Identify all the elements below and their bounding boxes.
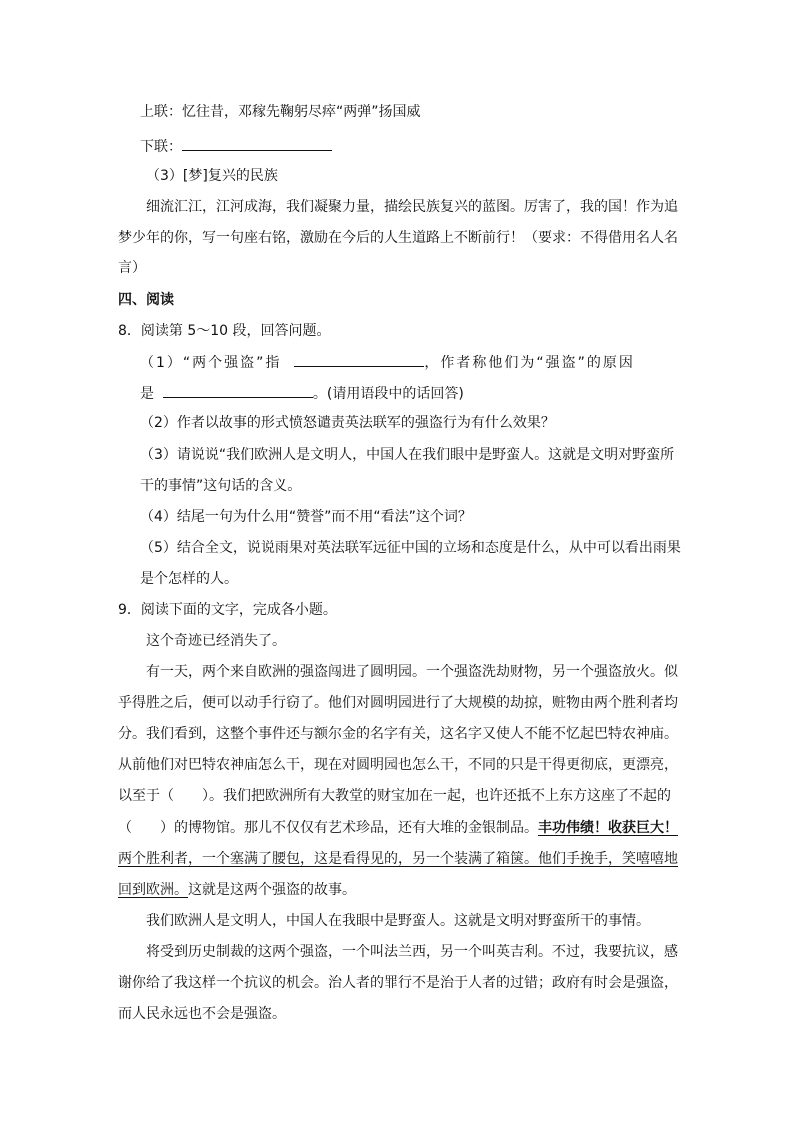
q9-line3: 分。我们看到，这整个事件还与额尔金的名字有关，这名字又使人不能不忆起巴特农神庙。: [118, 726, 678, 742]
q9-line6: [118, 818, 678, 838]
q8-sub5-line2: 是个怎样的人。: [140, 571, 238, 587]
couplet-lower-blank[interactable]: [182, 136, 332, 151]
q3-para-line3: 言）: [118, 260, 146, 276]
q9-para3-line2: 谢你给了我这样一个抗议的机会。治人者的罪行不是治于人者的过错；政府有时会是强盗，: [118, 975, 678, 991]
q8-sub1-text-c: 是: [140, 386, 154, 402]
q9-para2: 我们欧洲人是文明人，中国人在我眼中是野蛮人。这就是文明对野蛮所干的事情。: [146, 913, 650, 929]
couplet-upper: 上联：忆往昔，邓稼先鞠躬尽瘁“两弹”扬国威: [140, 104, 421, 120]
q9-para0: 这个奇迹已经消失了。: [146, 633, 286, 649]
q3-para-line1: 细流汇江，江河成海，我们凝聚力量，描绘民族复兴的蓝图。厉害了，我的国！作为追: [146, 199, 678, 215]
q9-line6-underlined: 丰功伟绩！收获巨大！: [538, 820, 678, 836]
q8-sub4: （4）结尾一句为什么用“赞誉”而不用“看法”这个词？: [140, 509, 472, 525]
q9-line8-text: 这就是这两个强盗的故事。: [188, 882, 356, 898]
q9-line7-underlined: 两个胜利者，一个塞满了腰包，这是看得见的，另一个装满了箱箧。他们手挽手，笑嘻嘻地: [118, 851, 678, 867]
section-title-reading: 四、阅读: [118, 292, 174, 308]
q8-sub5-line1: （5）结合全文，说说雨果对英法联军远征中国的立场和态度是什么，从中可以看出雨果: [140, 540, 681, 556]
q3-heading: （3）[梦]复兴的民族: [146, 168, 278, 184]
q9-line6-text: （ ）的博物馆。那儿不仅仅有艺术珍品，还有大堆的金银制品。: [118, 820, 538, 836]
q8-sub3-line2: 干的事情”这句话的含义。: [140, 478, 302, 494]
q8-sub3-line1: （3）请说说“我们欧洲人是文明人，中国人在我们眼中是野蛮人。这就是文明对野蛮所: [140, 447, 675, 463]
q8-sub1-text-a: （1）“两个强盗”指: [140, 355, 282, 371]
q8-sub1-blank-b[interactable]: [163, 383, 313, 398]
couplet-lower: [140, 136, 332, 157]
q9-para3-line1: 将受到历史制裁的这两个强盗，一个叫法兰西，另一个叫英吉利。不过，我要抗议，感: [146, 944, 678, 960]
q9-stem: 9．阅读下面的文字，完成各小题。: [118, 602, 337, 618]
q8-sub1-text-b: ，作者称他们为“强盗”的原因: [424, 355, 635, 371]
couplet-lower-label: 下联：: [140, 139, 182, 155]
q9-line1: 有一天，两个来自欧洲的强盗闯进了圆明园。一个强盗洗劫财物，另一个强盗放火。似: [146, 664, 678, 680]
q9-line4: 从前他们对巴特农神庙怎么干，现在对圆明园也怎么干，不同的只是干得更彻底，更漂亮，: [118, 757, 678, 773]
q9-line5: 以至于（ ）。我们把欧洲所有大教堂的财宝加在一起，也许还抵不上东方这座了不起的: [118, 788, 671, 804]
q9-line8-underlined: 回到欧洲。: [118, 882, 188, 898]
q9-line8: [118, 880, 356, 900]
q8-sub1-line2: [140, 383, 464, 404]
q8-stem: 8．阅读第 5～10 段，回答问题。: [118, 323, 331, 339]
q9-line2: 乎得胜之后，便可以动手行窃了。他们对圆明园进行了大规模的劫掠，赃物由两个胜利者均: [118, 695, 678, 711]
q8-sub1-text-d: 。(请用语段中的话回答): [312, 386, 464, 402]
q9-para3-line3: 而人民永远也不会是强盗。: [118, 1006, 286, 1022]
q8-sub2: （2）作者以故事的形式愤怒谴责英法联军的强盗行为有什么效果？: [140, 415, 555, 431]
q8-sub1-blank-a[interactable]: [294, 352, 424, 367]
q8-sub1-line1: [140, 352, 635, 373]
q3-para-line2: 梦少年的你，写一句座右铭，激励在今后的人生道路上不断前行！（要求：不得借用名人名: [118, 230, 678, 246]
